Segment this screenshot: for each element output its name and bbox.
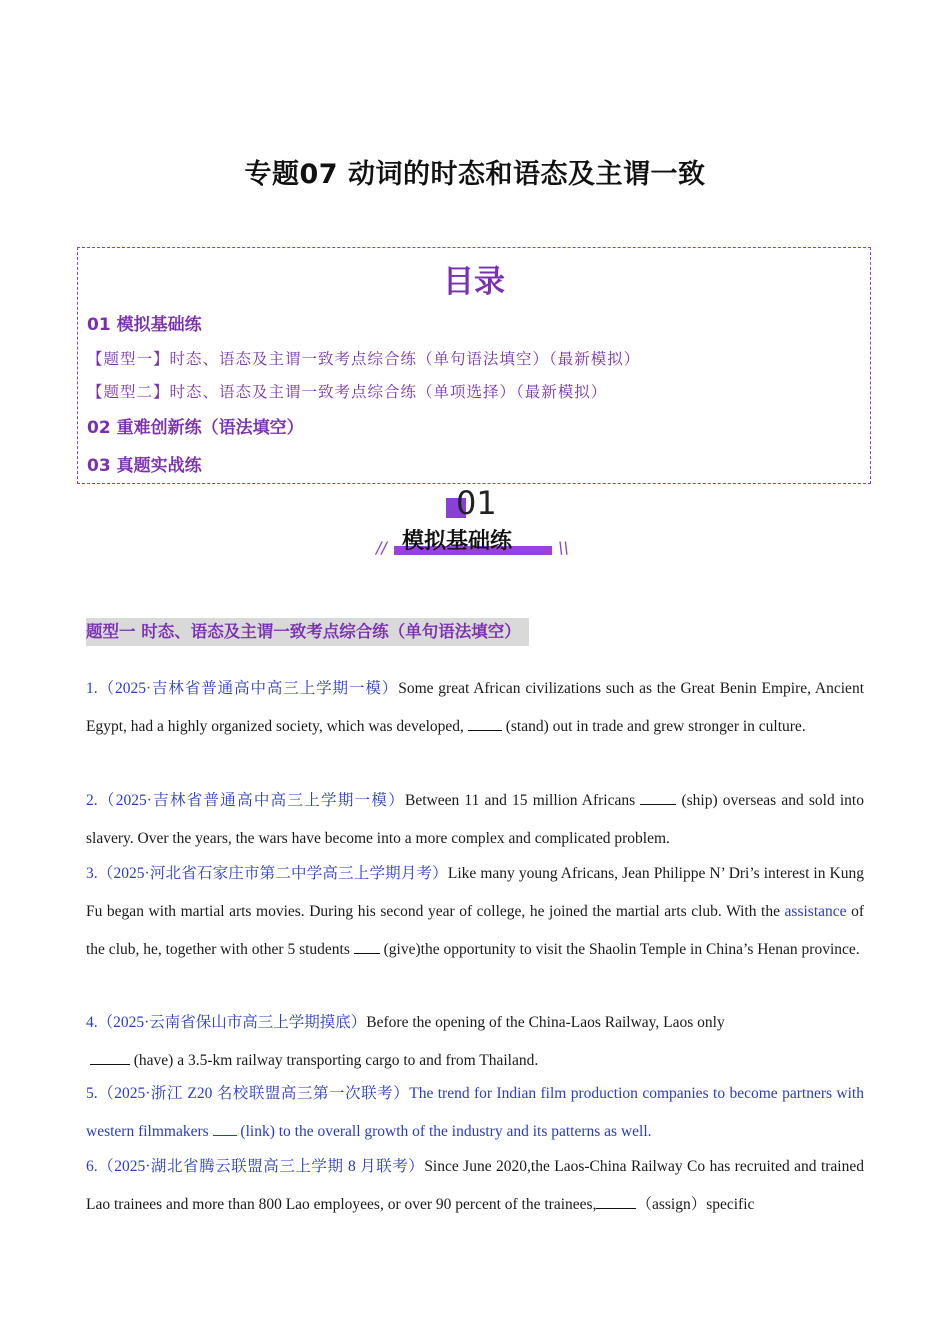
document-title: 专题07 动词的时态和语态及主谓一致 bbox=[244, 159, 706, 190]
table-of-contents bbox=[77, 247, 871, 484]
highlighted-word: assistance bbox=[784, 903, 847, 920]
toc-item-01[interactable]: 01 模拟基础练 bbox=[87, 315, 202, 335]
question-source: （2025·浙江 Z20 名校联盟高三第一次联考） bbox=[97, 1085, 410, 1102]
question-text: (ship) overseas and sold into slavery. Over the years, the wars have become into a more complex and complicated problem. bbox=[86, 792, 864, 847]
toc-heading: 目录 bbox=[443, 264, 505, 300]
banner-slash-left-icon: // bbox=[376, 538, 387, 557]
question-number: 3. bbox=[86, 865, 98, 882]
question-6 bbox=[86, 1148, 864, 1224]
banner-slash-right-icon: \\ bbox=[558, 538, 569, 557]
question-source: （2025·吉林省普通高中高三上学期一模） bbox=[97, 680, 399, 697]
toc-item-02[interactable]: 02 重难创新练（语法填空） bbox=[87, 418, 304, 438]
answer-blank[interactable] bbox=[213, 1121, 237, 1136]
question-text: (stand) out in trade and grew stronger in culture. bbox=[501, 718, 806, 735]
question-3 bbox=[86, 855, 864, 969]
question-source: （2025·吉林省普通高中高三上学期一模） bbox=[97, 792, 405, 809]
question-number: 1. bbox=[86, 680, 98, 697]
question-4 bbox=[86, 1004, 864, 1080]
question-number: 6. bbox=[86, 1158, 98, 1175]
question-number: 4. bbox=[86, 1014, 98, 1031]
question-text: Before the opening of the China-Laos Railway, Laos only bbox=[366, 1014, 725, 1031]
toc-item-type-2[interactable]: 【题型二】时态、语态及主谓一致考点综合练（单项选择）（最新模拟） bbox=[87, 383, 608, 401]
question-source: （2025·河北省石家庄市第二中学高三上学期月考） bbox=[97, 865, 448, 882]
section-heading: 题型一 时态、语态及主谓一致考点综合练（单句语法填空） bbox=[86, 618, 529, 646]
question-1 bbox=[86, 670, 864, 746]
question-text: The trend for Indian film production companies to become partners with western filmmakers bbox=[86, 1085, 864, 1140]
question-source: （2025·云南省保山市高三上学期摸底） bbox=[97, 1014, 367, 1031]
answer-blank[interactable] bbox=[468, 716, 502, 731]
question-2 bbox=[86, 782, 864, 858]
question-source: （2025·湖北省腾云联盟高三上学期 8 月联考） bbox=[97, 1158, 425, 1175]
question-number: 5. bbox=[86, 1085, 98, 1102]
toc-item-type-1[interactable]: 【题型一】时态、语态及主谓一致考点综合练（单句语法填空）（最新模拟） bbox=[87, 350, 641, 368]
question-5 bbox=[86, 1075, 864, 1151]
toc-item-03[interactable]: 03 真题实战练 bbox=[87, 456, 202, 476]
question-text: (give)the opportunity to visit the Shaolin Temple in China’s Henan province. bbox=[379, 941, 860, 958]
question-text: Between 11 and 15 million Africans bbox=[405, 792, 641, 809]
question-text: （assign）specific bbox=[636, 1196, 755, 1213]
answer-blank[interactable] bbox=[596, 1194, 636, 1209]
answer-blank[interactable] bbox=[354, 939, 380, 954]
answer-blank[interactable] bbox=[90, 1050, 130, 1065]
banner-label: 模拟基础练 bbox=[402, 529, 513, 554]
question-text: (have) a 3.5-km railway transporting cargo to and from Thailand. bbox=[129, 1052, 539, 1069]
banner-number: 01 bbox=[456, 484, 497, 522]
question-text: of the club, he, together with other 5 students bbox=[86, 903, 864, 958]
answer-blank[interactable] bbox=[640, 790, 676, 805]
question-text: Since June 2020,the Laos-China Railway Co has recruited and trained Lao trainees and more than 800 Lao employees, or over 90 percent of the trainees, bbox=[86, 1158, 864, 1213]
question-number: 2. bbox=[86, 792, 98, 809]
question-text: Like many young Africans, Jean Philippe N’ Dri’s interest in Kung Fu began with martial arts movies. During his second year of college, he joined the martial arts club. With the bbox=[86, 865, 864, 920]
section-banner bbox=[370, 484, 580, 564]
question-text: Some great African civilizations such as the Great Benin Empire, Ancient Egypt, had a highly organized society, which was developed, bbox=[86, 680, 864, 735]
question-text: (link) to the overall growth of the industry and its patterns as well. bbox=[236, 1123, 652, 1140]
